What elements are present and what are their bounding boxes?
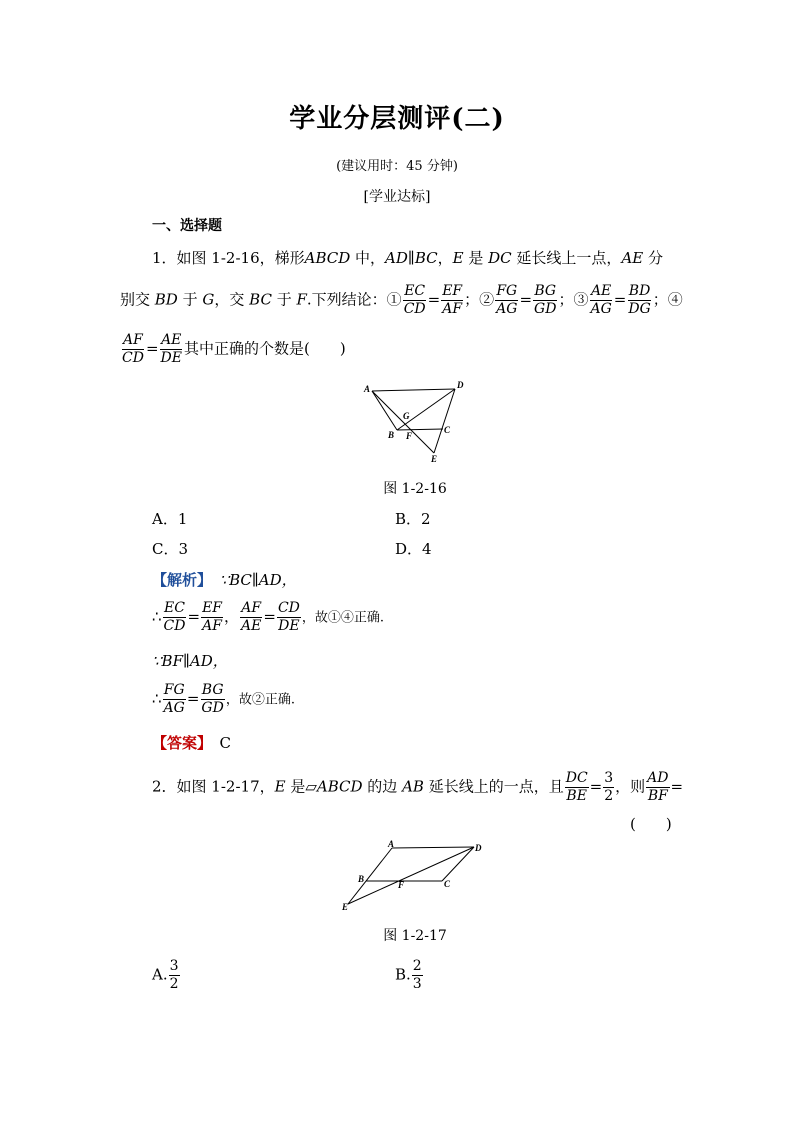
point-label: E bbox=[342, 902, 349, 912]
q1-line3: $\frac{AF}{CD}$ = $\frac{AE}{DE}$ 其中正确的个数是( ) bbox=[122, 332, 346, 366]
fraction: $\frac{BD}{DG}$ bbox=[628, 283, 651, 317]
point-label: G bbox=[403, 411, 410, 421]
fraction: $\frac{3}{2}$ bbox=[169, 958, 179, 992]
q1-line1: 1．如图 1-2-16，梯形ABCD 中，AD∥BC，E 是 DC 延长线上一点，AE 分 bbox=[152, 249, 664, 267]
fraction: $\frac{EC}{CD}$ bbox=[403, 283, 426, 317]
fraction: $\frac{BG}{GD}$ bbox=[201, 682, 224, 716]
point-label: A bbox=[388, 839, 395, 849]
figure-1-2-16 bbox=[360, 378, 470, 468]
point-label: A bbox=[364, 384, 371, 394]
fraction: $\frac{AE}{AG}$ bbox=[590, 283, 612, 317]
point-label: D bbox=[457, 380, 464, 390]
fraction: $\frac{BG}{GD}$ bbox=[534, 283, 557, 317]
point-label: B bbox=[358, 874, 365, 884]
level-heading: [学业达标] bbox=[363, 189, 431, 205]
fraction: $\frac{AE}{DE}$ bbox=[160, 332, 182, 366]
q2-option-b: B. $\frac{2}{3}$ bbox=[395, 958, 422, 992]
q2-answer-paren: ( ) bbox=[630, 815, 672, 833]
point-label: F bbox=[398, 880, 405, 890]
section-heading: 一、选择题 bbox=[152, 218, 222, 234]
q2-line1: 2．如图 1-2-17，E 是▱ABCD 的边 AB 延长线上的一点，且 $\frac{DC}{BE}$ = $\frac{3}{2}$ ，则 $\frac{AD}{BF}$ = bbox=[152, 770, 684, 804]
point-label: F bbox=[406, 431, 413, 441]
fraction: $\frac{FG}{AG}$ bbox=[163, 682, 185, 716]
fraction: $\frac{EF}{AF}$ bbox=[202, 600, 222, 634]
analysis-line4: ∴ $\frac{FG}{AG}$ = $\frac{BG}{GD}$ ，故②正确. bbox=[152, 682, 295, 716]
point-label: B bbox=[388, 430, 395, 440]
option-a: A．1 bbox=[152, 510, 188, 528]
q1-line2: 别交 BD 于 G，交 BC 于 F.下列结论：① $\frac{EC}{CD}$ = $\frac{EF}{AF}$ ；② $\frac{FG}{AG}$ = $\frac{BG}{GD}$ ；③ $\frac{AE}{AG}$ = $\frac{BD}{DG}$ ；④ bbox=[120, 283, 683, 317]
option-d: D．4 bbox=[395, 540, 432, 558]
answer-value: C bbox=[219, 734, 232, 752]
fraction: $\frac{3}{2}$ bbox=[604, 770, 614, 804]
analysis-line1: 【解析】 ∵BC∥AD， bbox=[152, 571, 297, 589]
fraction: $\frac{2}{3}$ bbox=[412, 958, 422, 992]
time-note: (建议用时：45 分钟) bbox=[336, 159, 458, 174]
point-label: C bbox=[444, 879, 451, 889]
fraction: $\frac{CD}{DE}$ bbox=[277, 600, 300, 634]
answer-tag: 【答案】 bbox=[152, 734, 205, 752]
figure-1-2-17 bbox=[336, 838, 486, 918]
fraction: $\frac{EC}{CD}$ bbox=[163, 600, 186, 634]
option-c: C．3 bbox=[152, 540, 189, 558]
analysis-tag: 【解析】 bbox=[152, 571, 205, 589]
analysis-line3: ∵BF∥AD， bbox=[152, 652, 228, 670]
fraction: $\frac{DC}{BE}$ bbox=[565, 770, 588, 804]
point-label: C bbox=[444, 425, 451, 435]
fraction: $\frac{AF}{AE}$ bbox=[241, 600, 262, 634]
fraction: $\frac{EF}{AF}$ bbox=[442, 283, 463, 317]
point-label: D bbox=[475, 843, 482, 853]
fraction: $\frac{AD}{BF}$ bbox=[647, 770, 669, 804]
q2-option-a: A. $\frac{3}{2}$ bbox=[152, 958, 179, 992]
analysis-line2: ∴ $\frac{EC}{CD}$ = $\frac{EF}{AF}$ ， $\frac{AF}{AE}$ = $\frac{CD}{DE}$ ，故①④正确. bbox=[152, 600, 385, 634]
fraction: $\frac{FG}{AG}$ bbox=[496, 283, 518, 317]
figure-caption: 图 1-2-16 bbox=[383, 481, 447, 497]
figure-caption: 图 1-2-17 bbox=[383, 928, 447, 944]
page-title: 学业分层测评(二) bbox=[289, 104, 505, 134]
answer-line bbox=[152, 733, 231, 753]
fraction: $\frac{AF}{CD}$ bbox=[122, 332, 144, 366]
point-label: E bbox=[431, 454, 438, 464]
option-b: B．2 bbox=[395, 510, 431, 528]
